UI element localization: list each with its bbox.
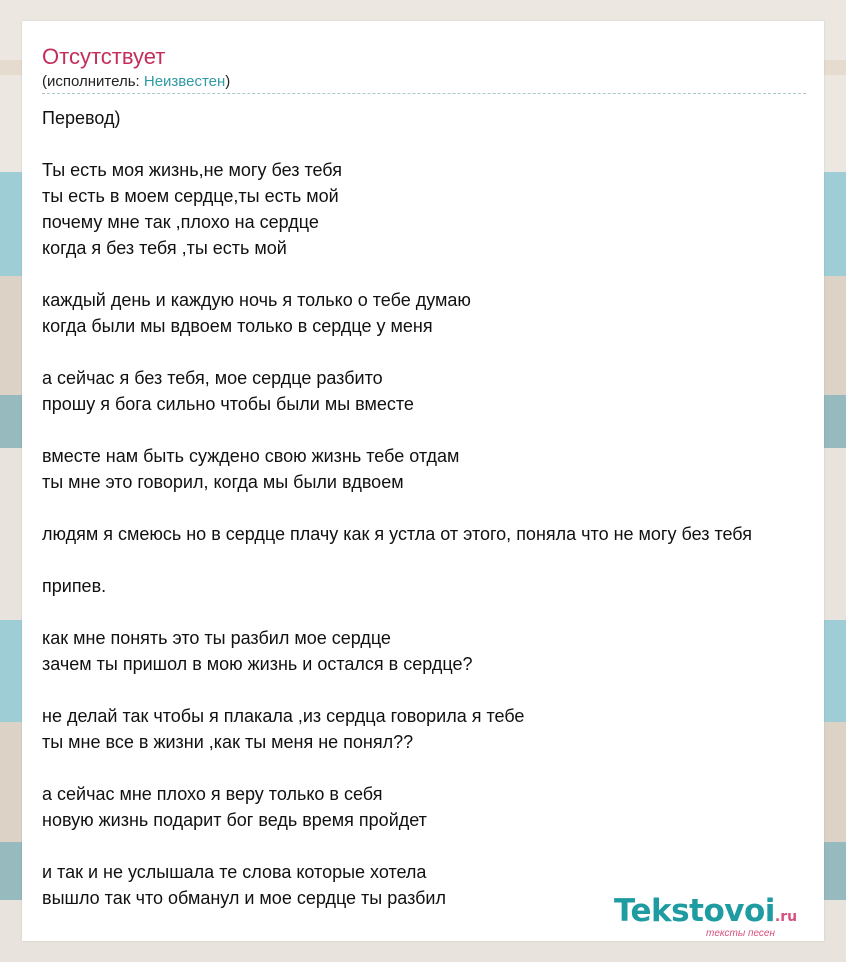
logo-tld: .ru [774,909,798,925]
artist-line [42,73,230,90]
artist-link[interactable]: Неизвестен [143,73,226,90]
logo-tagline: тексты песен [706,928,775,939]
song-title: Отсутствует [42,44,166,69]
logo-name: Tekstovoi [614,893,775,929]
artist-prefix: (исполнитель: [42,73,144,90]
artist-suffix: ) [225,73,231,90]
site-logo[interactable] [614,893,797,929]
lyrics-text: Перевод) Ты есть моя жизнь,не могу без тебя ты есть в моем сердце,ты есть мой почему мне так ,плохо на сердце когда я без тебя ,ты есть мой каждый день и каждую ночь я только о тебе думаю когда были мы вдвоем только в сердце у меня а сейчас я без тебя, мое сердце разбито прошу я бога сильно чтобы были мы вместе вместе нам быть суждено свою жизнь тебе отдам ты мне это говорил, когда мы были вдвоем людям я смеюсь но в сердце плачу как я устла от этого, поняла что не могу без тебя припев. как мне понять это ты разбил мое сердце зачем ты пришол в мою жизнь и остался в сердце? не делай так чтобы я плакала ,из сердца говорила я тебе ты мне все в жизни ,как ты меня не понял?? а сейчас мне плохо я веру только в себя новую жизнь подарит бог ведь время пройдет и так и не услышала те слова которые хотела вышло так что обманул и мое сердце ты разбил [42,108,752,908]
title-divider [42,93,806,94]
